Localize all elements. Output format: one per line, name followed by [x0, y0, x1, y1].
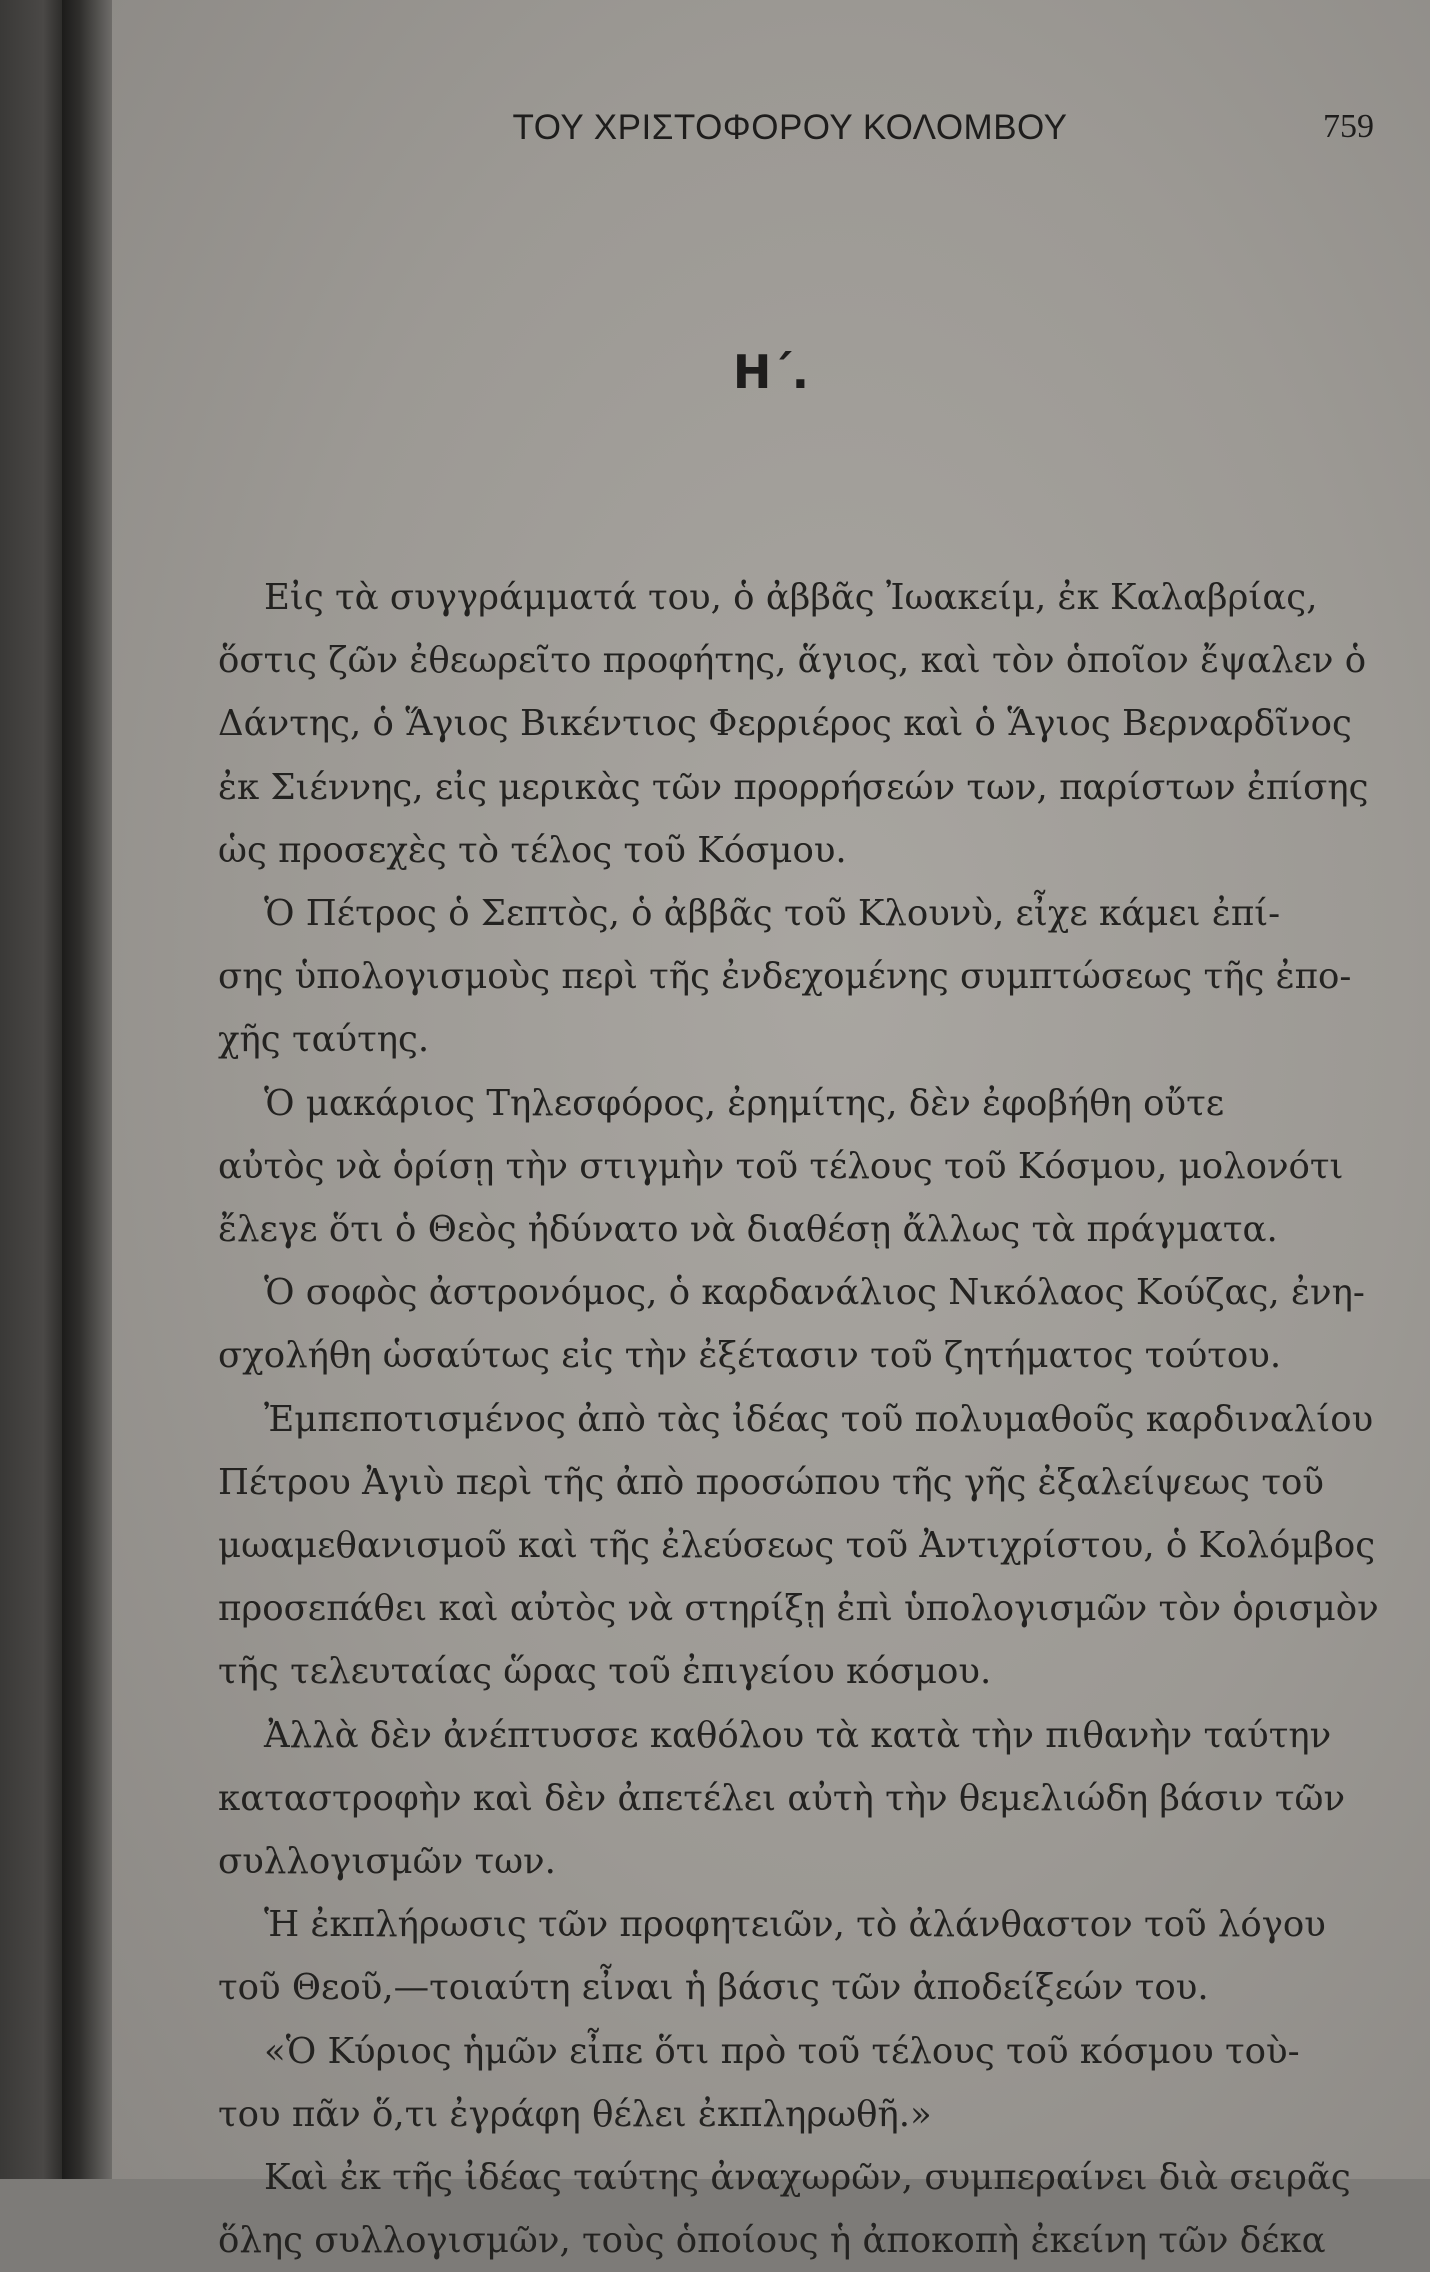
text-line: τοῦ Θεοῦ,—τοιαύτη εἶναι ἡ βάσις τῶν ἀποδείξεών του. [218, 1967, 1209, 2009]
text-line: Καὶ ἐκ τῆς ἰδέας ταύτης ἀναχωρῶν, συμπεραίνει διὰ σειρᾶς [264, 2157, 1351, 2199]
text-line: Ὁ Πέτρος ὁ Σεπτὸς, ὁ ἀββᾶς τοῦ Κλουνὺ, εἶχε κάμει ἐπί- [264, 893, 1281, 935]
text-line: Ἐμπεποτισμένος ἀπὸ τὰς ἰδέας τοῦ πολυμαθοῦς καρδιναλίου [264, 1398, 1374, 1440]
text-line: Ἀλλὰ δὲν ἀνέπτυσσε καθόλου τὰ κατὰ τὴν πιθανὴν ταύτην [264, 1714, 1332, 1756]
text-line: Πέτρου Ἀγιὺ περὶ τῆς ἀπὸ προσώπου τῆς γῆς ἐξαλείψεως τοῦ [218, 1461, 1324, 1503]
text-line: ἐκ Σιέννης, εἰς μερικὰς τῶν προρρήσεών των, παρίστων ἐπίσης [218, 766, 1369, 808]
body-text [218, 566, 1388, 2272]
running-header [112, 108, 1430, 158]
book-spine [0, 0, 62, 2179]
text-line: Εἰς τὰ συγγράμματά του, ὁ ἀββᾶς Ἰωακείμ, ἐκ Καλαβρίας, [264, 577, 1318, 618]
text-line: αὐτὸς νὰ ὁρίσῃ τὴν στιγμὴν τοῦ τέλους τοῦ Κόσμου, μολονότι [218, 1145, 1344, 1187]
text-line: του πᾶν ὅ,τι ἐγράφη θέλει ἐκπληρωθῆ.» [218, 2093, 932, 2135]
text-line: Ὁ σοφὸς ἀστρονόμος, ὁ καρδανάλιος Νικόλαος Κούζας, ἐνη- [264, 1272, 1365, 1314]
text-line: ὅλης συλλογισμῶν, τοὺς ὁποίους ἡ ἀποκοπὴ ἐκείνη τῶν δέκα [218, 2220, 1326, 2262]
text-line: προσεπάθει καὶ αὐτὸς νὰ στηρίξῃ ἐπὶ ὑπολογισμῶν τὸν ὁρισμὸν [218, 1588, 1379, 1630]
running-title: ΤΟΥ ΧΡΙΣΤΟΦΟΡΟΥ ΚΟΛΟΜΒΟΥ [512, 108, 1068, 147]
text-line: Δάντης, ὁ Ἅγιος Βικέντιος Φερριέρος καὶ ὁ Ἅγιος Βερναρδῖνος [218, 703, 1352, 745]
text-line: χῆς ταύτης. [218, 1019, 430, 1061]
text-line: ἔλεγε ὅτι ὁ Θεὸς ἠδύνατο νὰ διαθέσῃ ἄλλως τὰ πράγματα. [218, 1209, 1278, 1251]
text-line: ὅστις ζῶν ἐθεωρεῖτο προφήτης, ἅγιος, καὶ τὸν ὁποῖον ἔψαλεν ὁ [218, 640, 1367, 682]
text-line: καταστροφὴν καὶ δὲν ἀπετέλει αὐτὴ τὴν θεμελιώδη βάσιν τῶν [218, 1777, 1346, 1819]
text-line: συλλογισμῶν των. [218, 1841, 556, 1883]
gutter-shadow [62, 0, 112, 2179]
text-line: ὡς προσεχὲς τὸ τέλος τοῦ Κόσμου. [218, 829, 847, 871]
text-line: Ὁ μακάριος Τηλεσφόρος, ἐρημίτης, δὲν ἐφοβήθη οὔτε [264, 1082, 1225, 1124]
text-line: τῆς τελευταίας ὥρας τοῦ ἐπιγείου κόσμου. [218, 1651, 992, 1693]
text-line: Ἡ ἐκπλήρωσις τῶν προφητειῶν, τὸ ἀλάνθαστον τοῦ λόγου [264, 1904, 1326, 1946]
text-line: «Ὁ Κύριος ἡμῶν εἶπε ὅτι πρὸ τοῦ τέλους τοῦ κόσμου τοὺ- [264, 2030, 1300, 2072]
text-line: σης ὑπολογισμοὺς περὶ τῆς ἐνδεχομένης συμπτώσεως τῆς ἐπο- [218, 956, 1352, 998]
chapter-heading: Η΄. [732, 345, 810, 399]
page-number: 759 [1323, 108, 1374, 145]
text-line: σχολήθη ὡσαύτως εἰς τὴν ἐξέτασιν τοῦ ζητήματος τούτου. [218, 1335, 1282, 1377]
text-line: μωαμεθανισμοῦ καὶ τῆς ἐλεύσεως τοῦ Ἀντιχρίστου, ὁ Κολόμβος [218, 1525, 1376, 1567]
book-page [112, 0, 1430, 2262]
